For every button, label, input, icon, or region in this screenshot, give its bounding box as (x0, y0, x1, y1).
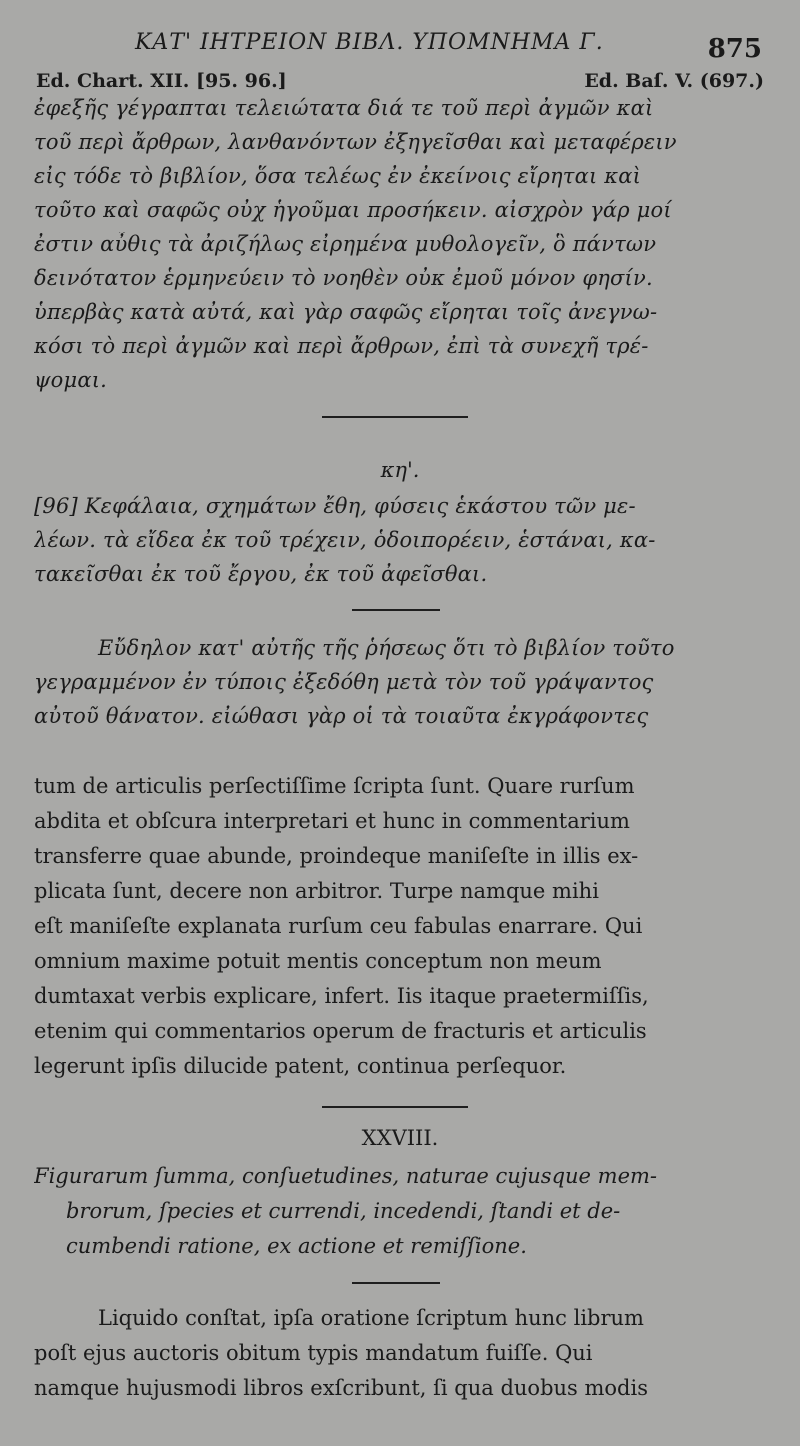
latin-section-number: XXVIII. (361, 1126, 439, 1150)
greek-caption (34, 494, 766, 590)
text-line: Liquido conſtat, ipſa oratione ſcriptum hunc librum (98, 1306, 644, 1330)
text-line: omnium maxime potuit mentis conceptum non meum (34, 949, 602, 973)
text-line: brorum, ſpecies et currendi, incedendi, ſtandi et de- (66, 1199, 621, 1223)
divider-rule (352, 1282, 440, 1284)
edition-basel: Ed. Baſ. V. (697.) (584, 70, 764, 92)
text-line: [96] Κεφάλαια, σχημάτων ἔθη, φύσεις ἑκάστου τῶν με- (34, 494, 636, 518)
text-line: abdita et obſcura interpretari et hunc in commentarium (34, 809, 630, 833)
greek-section-number: κη'. (380, 458, 420, 482)
edition-chartier: Ed. Chart. XII. [95. 96.] (36, 70, 287, 92)
text-line: transferre quae abunde, proindeque maniſeſte in illis ex- (34, 844, 639, 868)
text-line: ὑπερβὰς κατὰ αὐτά, καὶ γὰρ σαφῶς εἴρηται τοῖς ἀνεγνω- (34, 300, 658, 324)
divider-rule (322, 416, 468, 418)
text-line: Εὔδηλον κατ' αὐτῆς τῆς ῥήσεως ὅτι τὸ βιβλίον τοῦτο (98, 636, 675, 660)
text-line: αὐτοῦ θάνατον. εἰώθασι γὰρ οἱ τὰ τοιαῦτα ἐκγράφοντες (34, 704, 649, 728)
text-line: τοῦτο καὶ σαφῶς οὐχ ἡγοῦμαι προσήκειν. αἰσχρὸν γάρ μοί (34, 198, 672, 222)
text-line: etenim qui commentarios operum de fracturis et articulis (34, 1019, 647, 1043)
text-line (34, 528, 766, 558)
text-line: plicata ſunt, decere non arbitror. Turpe namque mihi (34, 879, 599, 903)
text-line: τακεῖσθαι ἐκ τοῦ ἔργου, ἐκ τοῦ ἀφεῖσθαι. (34, 562, 488, 586)
text-line: cumbendi ratione, ex actione et remiſſione. (66, 1234, 527, 1258)
divider-rule (352, 609, 440, 611)
text-line: ἐφεξῆς γέγραπται τελειώτατα διά τε τοῦ περὶ ἀγμῶν καὶ (34, 96, 654, 120)
text-line: tum de articulis perſectiſſime ſcripta ſunt. Quare rurſum (34, 774, 635, 798)
text-line: λέων. τὰ εἴδεα ἐκ τοῦ τρέχειν, ὁδοιπορέειν, ἑστάναι, κα- (34, 528, 656, 552)
text-line: poſt ejus auctoris obitum typis mandatum fuiſſe. Qui (34, 1341, 593, 1365)
text-line: γεγραμμένον ἐν τύποις ἐξεδόθη μετὰ τὸν τοῦ γράψαντος (34, 670, 654, 694)
text-line: κόσι τὸ περὶ ἀγμῶν καὶ περὶ ἄρθρων, ἐπὶ τὰ συνεχῆ τρέ- (34, 334, 649, 358)
greek-paragraph-2 (34, 636, 766, 732)
text-line: εἰς τόδε τὸ βιβλίον, ὅσα τελέως ἐν ἐκείνοις εἴρηται καὶ (34, 164, 642, 188)
text-line: eſt maniſeſte explanata rurſum ceu fabulas enarrare. Qui (34, 914, 643, 938)
text-line: ψομαι. (34, 368, 108, 392)
running-head (0, 30, 800, 64)
text-line: namque hujusmodi libros exſcribunt, ſi qua duobus modis (34, 1376, 648, 1400)
divider-rule (322, 1106, 468, 1108)
text-line: legerunt ipſis dilucide patent, continua perſequor. (34, 1054, 567, 1078)
text-line: Figurarum ſumma, conſuetudines, naturae cujusque mem- (34, 1164, 658, 1188)
greek-paragraph-1 (34, 96, 766, 392)
latin-caption (34, 1164, 766, 1264)
page-number: 875 (707, 34, 762, 64)
text-line: dumtaxat verbis explicare, infert. Iis itaque praetermiſſis, (34, 984, 649, 1008)
text-line: δεινότατον ἑρμηνεύειν τὸ νοηθὲν οὐκ ἐμοῦ μόνον φησίν. (34, 266, 653, 290)
text-line: τοῦ περὶ ἄρθρων, λανθανόντων ἐξηγεῖσθαι καὶ μεταφέρειν (34, 130, 677, 154)
text-line: ἐστιν αὖθις τὰ ἀριζήλως εἰρημένα μυθολογεῖν, ὃ πάντων (34, 232, 657, 256)
latin-paragraph-2 (34, 1306, 766, 1416)
latin-paragraph-1 (34, 774, 766, 1084)
running-head-title: ΚΑΤ' ΙΗΤΡΕΙΟΝ ΒΙΒΛ. ΥΠΟΜΝΗΜΑ Γ. (135, 30, 604, 55)
edition-line (0, 70, 800, 96)
